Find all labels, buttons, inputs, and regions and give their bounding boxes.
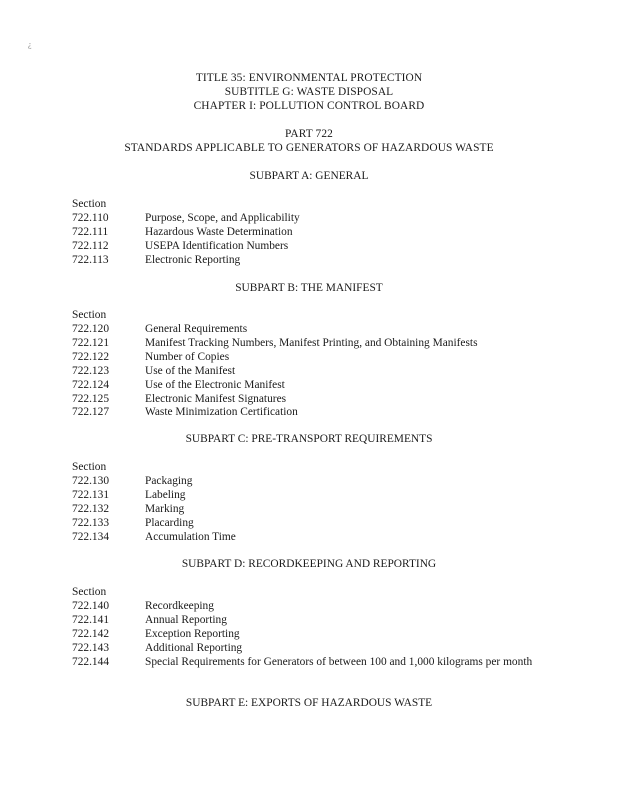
section-row bbox=[72, 600, 542, 614]
section-number: 722.121 bbox=[72, 336, 110, 349]
section-title: Annual Reporting bbox=[145, 613, 227, 626]
section-row bbox=[72, 379, 542, 393]
section-row bbox=[72, 531, 542, 545]
section-title: Labeling bbox=[145, 488, 186, 501]
section-row bbox=[72, 628, 542, 642]
section-title: Exception Reporting bbox=[145, 627, 240, 640]
section-number: 722.125 bbox=[72, 392, 110, 405]
section-title: Number of Copies bbox=[145, 350, 230, 363]
section-row bbox=[72, 489, 542, 503]
section-title: Additional Reporting bbox=[145, 641, 243, 654]
subtitle-line: SUBTITLE G: WASTE DISPOSAL bbox=[224, 85, 394, 98]
section-row bbox=[72, 365, 542, 379]
section-row bbox=[72, 337, 542, 351]
section-number: 722.142 bbox=[72, 627, 110, 640]
section-label: Section bbox=[72, 586, 107, 598]
part-number: PART 722 bbox=[285, 128, 333, 140]
section-label: Section bbox=[72, 309, 107, 321]
section-label: Section bbox=[72, 461, 107, 473]
section-title: Electronic Reporting bbox=[145, 253, 241, 266]
part-title: STANDARDS APPLICABLE TO GENERATORS OF HAZARDOUS WASTE bbox=[124, 141, 494, 154]
section-title: Purpose, Scope, and Applicability bbox=[145, 212, 300, 224]
section-number: 722.127 bbox=[72, 406, 110, 419]
section-title: Use of the Electronic Manifest bbox=[145, 378, 285, 391]
subpart-c-heading: SUBPART C: PRE-TRANSPORT REQUIREMENTS bbox=[185, 433, 433, 445]
subpart-b-section-list bbox=[72, 309, 542, 420]
section-title: Waste Minimization Certification bbox=[145, 406, 298, 419]
section-title: USEPA Identification Numbers bbox=[145, 239, 289, 252]
section-title: Use of the Manifest bbox=[145, 364, 236, 377]
subpart-d-heading: SUBPART D: RECORDKEEPING AND REPORTING bbox=[181, 558, 437, 570]
section-number: 722.144 bbox=[72, 655, 110, 668]
section-title: Manifest Tracking Numbers, Manifest Printing, and Obtaining Manifests bbox=[145, 336, 478, 349]
section-row bbox=[72, 226, 542, 240]
section-row bbox=[72, 656, 542, 670]
section-number: 722.111 bbox=[72, 225, 109, 238]
section-row bbox=[72, 503, 542, 517]
section-title: Packaging bbox=[145, 475, 193, 487]
section-title: Marking bbox=[145, 502, 185, 515]
subpart-b-heading: SUBPART B: THE MANIFEST bbox=[235, 282, 383, 294]
section-row bbox=[72, 517, 542, 531]
page-corner-mark: ¿ bbox=[28, 40, 32, 49]
section-label: Section bbox=[72, 198, 107, 210]
section-number: 722.131 bbox=[72, 488, 110, 501]
section-row bbox=[72, 475, 542, 489]
section-number: 722.143 bbox=[72, 641, 110, 654]
section-title: General Requirements bbox=[145, 323, 248, 335]
section-title: Accumulation Time bbox=[145, 530, 236, 543]
subpart-d-section-list bbox=[72, 586, 542, 670]
section-title: Hazardous Waste Determination bbox=[145, 225, 293, 238]
section-row bbox=[72, 351, 542, 365]
section-number: 722.134 bbox=[72, 530, 110, 543]
section-row bbox=[72, 240, 542, 254]
section-row bbox=[72, 393, 542, 407]
subpart-a-heading: SUBPART A: GENERAL bbox=[249, 170, 369, 182]
section-row bbox=[72, 212, 542, 226]
section-title: Electronic Manifest Signatures bbox=[145, 392, 287, 405]
section-title: Recordkeeping bbox=[145, 600, 214, 612]
document-header bbox=[60, 72, 558, 114]
title-line: TITLE 35: ENVIRONMENTAL PROTECTION bbox=[195, 72, 423, 84]
section-number: 722.113 bbox=[72, 253, 109, 266]
section-number: 722.120 bbox=[72, 323, 110, 335]
section-row bbox=[72, 642, 542, 656]
section-row bbox=[72, 406, 542, 420]
section-number: 722.132 bbox=[72, 502, 110, 515]
section-number: 722.140 bbox=[72, 600, 110, 612]
section-title: Placarding bbox=[145, 516, 194, 529]
section-number: 722.123 bbox=[72, 364, 110, 377]
subpart-a-section-list bbox=[72, 198, 542, 268]
subpart-c-section-list bbox=[72, 461, 542, 545]
section-number: 722.112 bbox=[72, 239, 109, 252]
section-title: Special Requirements for Generators of between 100 and 1,000 kilograms per month bbox=[145, 655, 533, 668]
section-row bbox=[72, 614, 542, 628]
section-number: 722.122 bbox=[72, 350, 110, 363]
section-number: 722.110 bbox=[72, 212, 109, 224]
section-number: 722.130 bbox=[72, 475, 110, 487]
section-number: 722.124 bbox=[72, 378, 110, 391]
subpart-e-heading: SUBPART E: EXPORTS OF HAZARDOUS WASTE bbox=[185, 697, 433, 709]
part-header bbox=[60, 128, 558, 156]
section-number: 722.141 bbox=[72, 613, 110, 626]
section-number: 722.133 bbox=[72, 516, 110, 529]
section-row bbox=[72, 323, 542, 337]
chapter-line: CHAPTER I: POLLUTION CONTROL BOARD bbox=[193, 99, 425, 112]
section-row bbox=[72, 254, 542, 268]
